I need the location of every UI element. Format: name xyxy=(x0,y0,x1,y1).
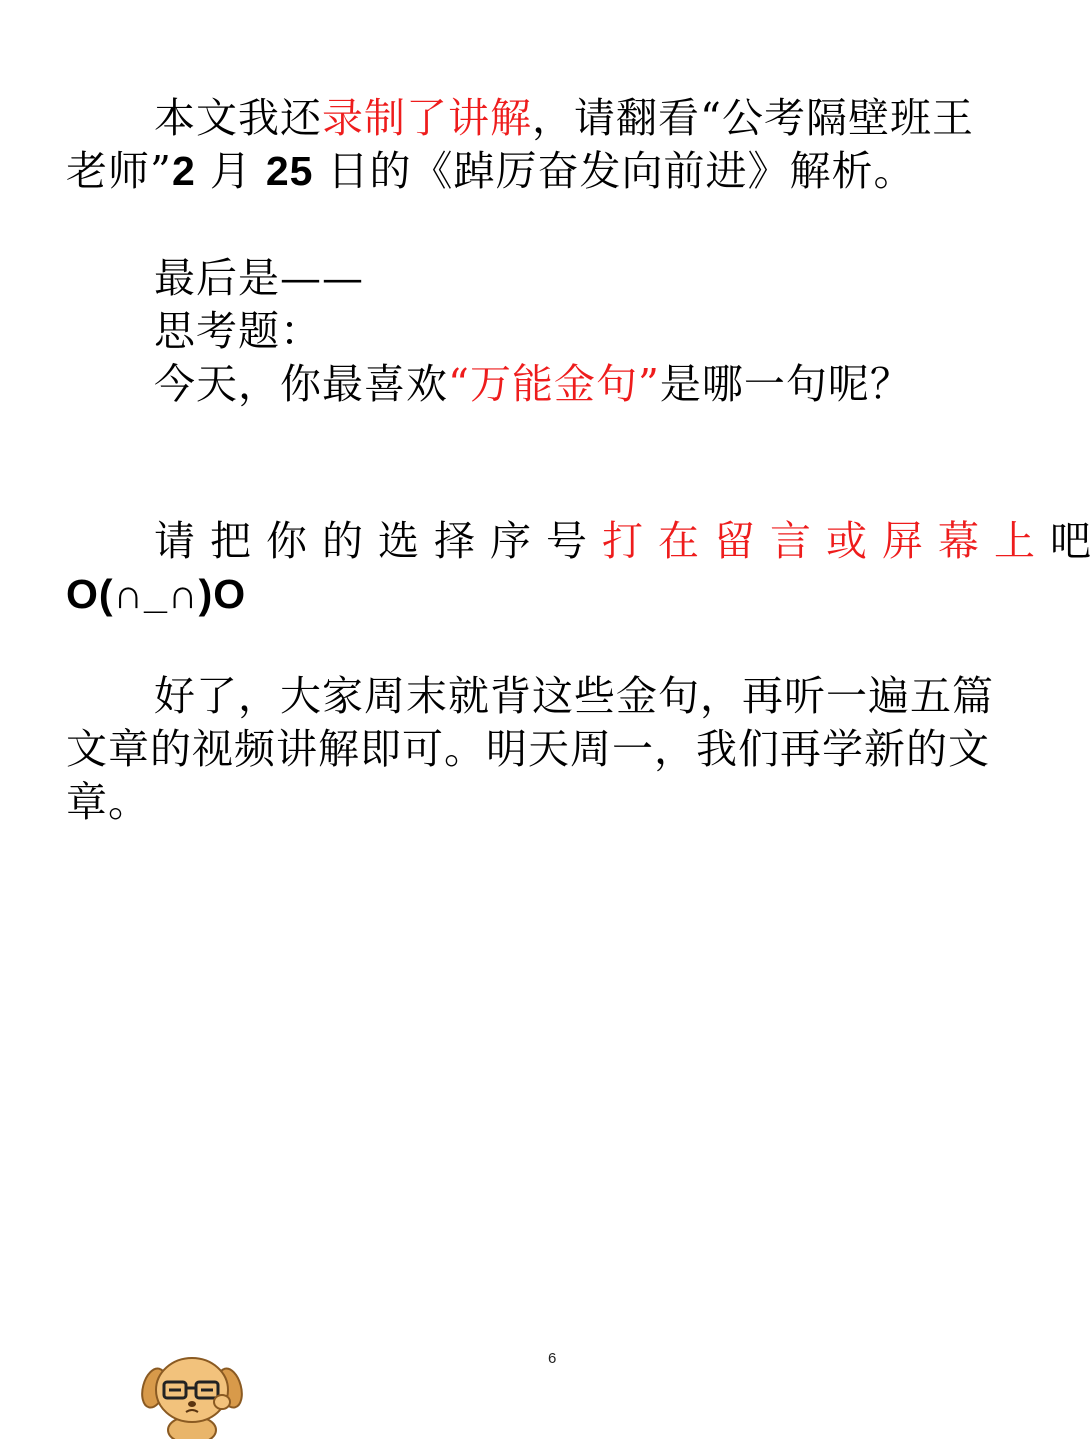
paragraph-line xyxy=(66,515,1092,568)
emoticon: O(∩_∩)O xyxy=(66,571,247,617)
text-segment: 今天，你最喜欢 xyxy=(154,360,448,408)
text-segment: 请把你的选择序号 xyxy=(154,517,602,565)
day-number: 25 xyxy=(265,148,314,194)
paragraph-instruction xyxy=(66,515,1092,621)
question-heading: 思考题： xyxy=(154,307,322,355)
month-number: 2 xyxy=(171,148,196,194)
text-segment: 老师” xyxy=(66,147,172,195)
paragraph-line: 文章的视频讲解即可。明天周一，我们再学新的文 xyxy=(66,725,990,773)
paragraph-line xyxy=(66,145,1014,198)
paragraph-line xyxy=(66,92,1014,145)
paragraph-line: 最后是—— xyxy=(154,254,364,302)
text-segment: 本文我还 xyxy=(154,94,322,142)
paragraph-line: 好了，大家周末就背这些金句，再听一遍五篇 xyxy=(154,672,994,720)
highlighted-text: 打在留言或屏幕上 xyxy=(602,517,1050,565)
text-segment: 吧 xyxy=(1050,517,1092,565)
highlighted-text: “万能金句” xyxy=(448,360,660,408)
text-segment: 日的《踔厉奋发向前进》解析。 xyxy=(313,147,916,195)
paragraph-closing xyxy=(66,670,1014,829)
page-number: 6 xyxy=(548,1350,557,1367)
text-segment: ，请翻看“公考隔壁班王 xyxy=(532,94,974,142)
text-segment: 是哪一句呢？ xyxy=(659,360,912,408)
paragraph-line: 章。 xyxy=(66,778,150,826)
paragraph-recording-note xyxy=(66,92,1014,198)
text-segment: 月 xyxy=(195,147,266,195)
puppy-with-glasses-icon xyxy=(140,1352,244,1439)
paragraph-line xyxy=(154,358,1014,411)
paragraph-question xyxy=(66,252,1014,411)
highlighted-text: 录制了讲解 xyxy=(322,94,532,142)
